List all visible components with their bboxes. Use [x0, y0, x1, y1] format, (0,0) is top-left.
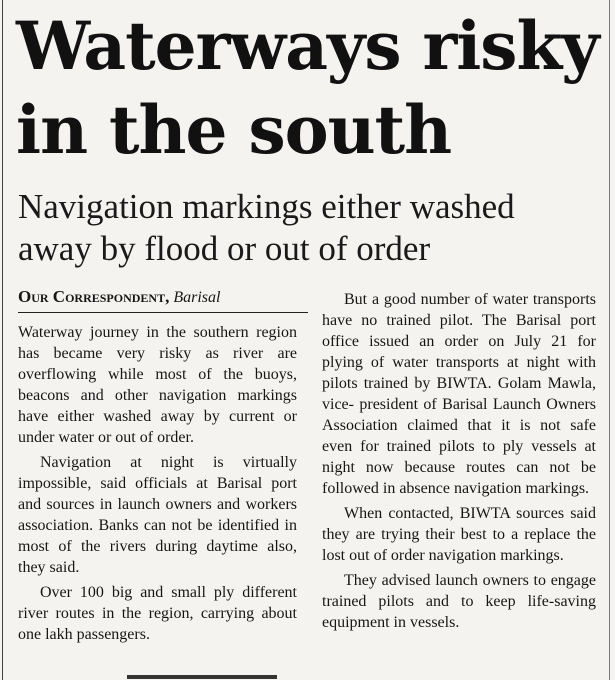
byline — [18, 288, 308, 307]
paragraph: They advised launch owners to engage trained pilots and to keep life-saving equipment in vessels. — [322, 572, 596, 631]
paragraph: Navigation at night is virtually impossible, said officials at Barisal port and sources in launch owners and workers association. Banks can not be identified in most of the rivers during daytime also, they said. — [18, 454, 297, 576]
subheadline-line-1: Navigation markings either washed — [18, 187, 515, 226]
paragraph: When contacted, BIWTA sources said they are trying their best to a replace the lost out of order navigation markings. — [322, 505, 596, 564]
headline-line-1: Waterways risky — [16, 7, 599, 85]
byline-author: Our Correspondent, — [18, 287, 170, 306]
paragraph: Over 100 big and small ply different river routes in the region, carrying about one lakh passengers. — [18, 584, 297, 643]
headline-line-2: in the south — [16, 91, 452, 169]
paragraph: But a good number of water transports have no trained pilot. The Barisal port office issued an order on July 21 for plying of water transports at night with pilots trained by BIWTA. Golam Mawla, vice- president of Barisal Launch Owners Association claimed that it is not safe even for trained pilots to ply vessels at night now because routes can not be followed in absence navigation markings. — [322, 291, 596, 497]
article-column-right — [322, 289, 596, 637]
page-border-right — [609, 0, 610, 680]
paragraph: Waterway journey in the southern region has became very risky as river are overflowing while most of the buoys, beacons and other navigation markings have either washed away by current or under water or out of order. — [18, 324, 297, 446]
page-border-left — [2, 0, 3, 680]
article-column-left — [18, 322, 297, 649]
subheadline — [18, 186, 608, 270]
footer-rule — [127, 675, 277, 679]
subheadline-line-2: away by flood or out of order — [18, 229, 431, 268]
byline-location: Barisal — [173, 289, 221, 306]
headline — [16, 4, 606, 172]
byline-rule — [18, 312, 308, 313]
